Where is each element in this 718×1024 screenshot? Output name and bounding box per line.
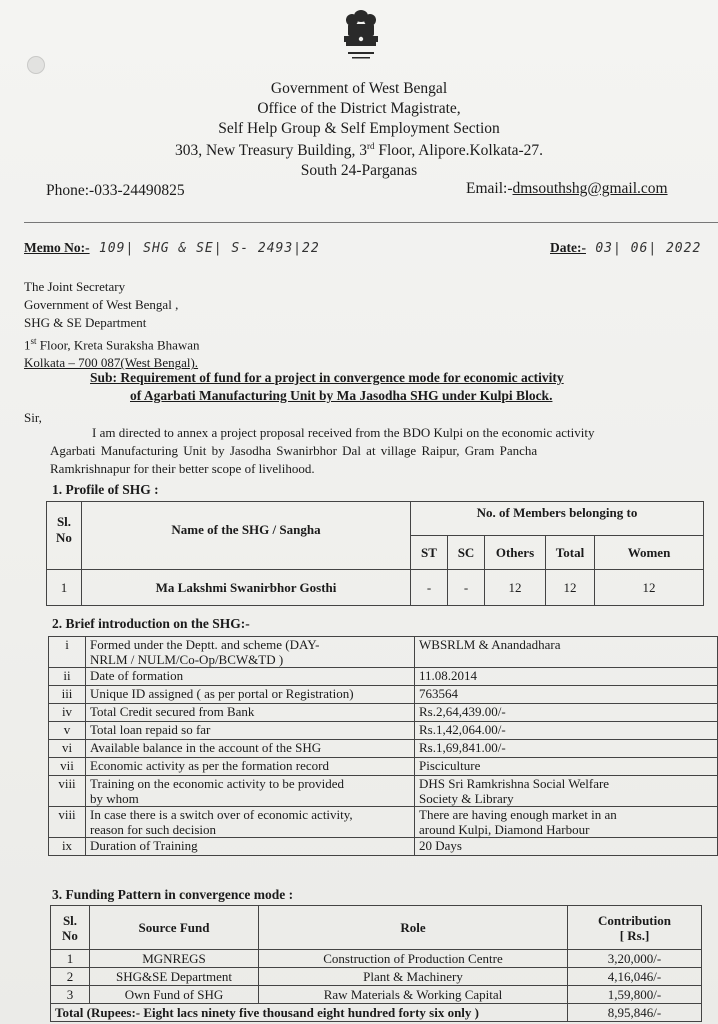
row-value: 11.08.2014 — [415, 668, 718, 686]
subject-line-2: of Agarbati Manufacturing Unit by Ma Jasodha SHG under Kulpi Block. — [130, 388, 553, 403]
funding-table — [50, 905, 702, 1022]
cell-amount: 3,20,000/- — [568, 950, 702, 968]
cell-source: MGNREGS — [90, 950, 259, 968]
intro-table — [48, 636, 718, 856]
table-row — [49, 838, 718, 856]
row-label: Duration of Training — [86, 838, 415, 856]
col-contribution: Contribution [ Rs.] — [568, 906, 702, 950]
col-sc: SC — [448, 536, 485, 570]
row-number: i — [49, 637, 86, 668]
col-source: Source Fund — [90, 906, 259, 950]
state-emblem-icon — [336, 6, 386, 66]
col-sl: Sl. No — [51, 906, 90, 950]
header-section: Self Help Group & Self Employment Section — [218, 120, 500, 137]
col-sl: Sl. No — [47, 502, 82, 570]
col-total: Total — [546, 536, 595, 570]
addressee-block: The Joint Secretary Government of West Bengal , SHG & SE Department 1st Floor, Kreta Suraksha Bhawan Kolkata – 700 087(West Bengal). — [24, 279, 200, 371]
cell-role: Construction of Production Centre — [259, 950, 568, 968]
table-row — [49, 776, 718, 807]
col-role: Role — [259, 906, 568, 950]
header-district: South 24-Parganas — [300, 162, 418, 179]
table-row — [49, 668, 718, 686]
cell-role: Plant & Machinery — [259, 968, 568, 986]
row-value: 763564 — [415, 686, 718, 704]
row-label: Formed under the Deptt. and scheme (DAY- NRLM / NULM/Co-Op/BCW&TD ) — [86, 637, 415, 668]
row-value: DHS Sri Ramkrishna Social Welfare Society & Library — [415, 776, 718, 807]
row-number: v — [49, 722, 86, 740]
cell-source: Own Fund of SHG — [90, 986, 259, 1004]
col-name: Name of the SHG / Sangha — [82, 502, 411, 570]
table-row — [49, 637, 718, 668]
header-office: Office of the District Magistrate, — [257, 100, 461, 117]
table-row — [49, 758, 718, 776]
row-label: Unique ID assigned ( as per portal or Registration) — [86, 686, 415, 704]
section1-title: 1. Profile of SHG : — [52, 482, 159, 497]
row-label: Date of formation — [86, 668, 415, 686]
table-row — [51, 968, 702, 986]
body-line-1: I am directed to annex a project proposal received from the BDO Kulpi on the economic activity — [92, 425, 595, 440]
row-label: In case there is a switch over of economic activity, reason for such decision — [86, 807, 415, 838]
row-number: iii — [49, 686, 86, 704]
row-number: viii — [49, 776, 86, 807]
row-value: 20 Days — [415, 838, 718, 856]
row-number: vii — [49, 758, 86, 776]
row-label: Economic activity as per the formation record — [86, 758, 415, 776]
body-line-2: Agarbati Manufacturing Unit by Jasodha Swanirbhor Dal at village Raipur, Gram Pancha — [50, 443, 538, 458]
table-row — [49, 807, 718, 838]
row-value: Rs.2,64,439.00/- — [415, 704, 718, 722]
subject-line-1: Sub: Requirement of fund for a project in convergence mode for economic activity — [90, 370, 564, 385]
date-line: Date:- 03| 06| 2022 — [550, 240, 702, 256]
table-row — [51, 950, 702, 968]
row-number: vi — [49, 740, 86, 758]
row-label: Total Credit secured from Bank — [86, 704, 415, 722]
memo-line: Memo No:- 109| SHG & SE| S- 2493|22 — [24, 240, 320, 256]
col-members: No. of Members belonging to — [411, 502, 704, 536]
table-row: 1 Ma Lakshmi Swanirbhor Gosthi - - 12 12 12 — [47, 570, 704, 606]
row-number: viii — [49, 807, 86, 838]
cell-amount: 4,16,046/- — [568, 968, 702, 986]
punch-hole — [27, 56, 45, 74]
col-st: ST — [411, 536, 448, 570]
cell-sl: 2 — [51, 968, 90, 986]
cell-amount: 1,59,800/- — [568, 986, 702, 1004]
header-divider — [24, 222, 718, 223]
header-email: Email:-dmsouthshg@gmail.com — [466, 180, 668, 197]
header-gov: Government of West Bengal — [270, 80, 448, 97]
total-row: Total (Rupees:- Eight lacs ninety five thousand eight hundred forty six only ) 8,95,846/- — [51, 1004, 702, 1022]
row-value: WBSRLM & Anandadhara — [415, 637, 718, 668]
row-value: Pisciculture — [415, 758, 718, 776]
cell-sl: 1 — [51, 950, 90, 968]
row-label: Training on the economic activity to be provided by whom — [86, 776, 415, 807]
row-label: Available balance in the account of the SHG — [86, 740, 415, 758]
row-value: Rs.1,42,064.00/- — [415, 722, 718, 740]
cell-source: SHG&SE Department — [90, 968, 259, 986]
cell-sl: 3 — [51, 986, 90, 1004]
header-address: 303, New Treasury Building, 3rd Floor, Alipore.Kolkata-27. — [174, 141, 544, 160]
table-row — [49, 722, 718, 740]
body-line-3: Ramkrishnapur for their better scope of livelihood. — [50, 461, 315, 476]
profile-table — [46, 501, 704, 606]
table-row — [49, 704, 718, 722]
table-row — [51, 986, 702, 1004]
row-value: There are having enough market in an around Kulpi, Diamond Harbour — [415, 807, 718, 838]
salutation: Sir, — [24, 410, 42, 425]
row-number: ii — [49, 668, 86, 686]
row-number: iv — [49, 704, 86, 722]
table-row — [49, 686, 718, 704]
table-row — [49, 740, 718, 758]
header-phone: Phone:-033-24490825 — [46, 182, 185, 199]
section2-title: 2. Brief introduction on the SHG:- — [52, 616, 250, 631]
col-others: Others — [485, 536, 546, 570]
section3-title: 3. Funding Pattern in convergence mode : — [52, 887, 294, 902]
col-women: Women — [595, 536, 704, 570]
row-number: ix — [49, 838, 86, 856]
row-value: Rs.1,69,841.00/- — [415, 740, 718, 758]
row-label: Total loan repaid so far — [86, 722, 415, 740]
cell-role: Raw Materials & Working Capital — [259, 986, 568, 1004]
